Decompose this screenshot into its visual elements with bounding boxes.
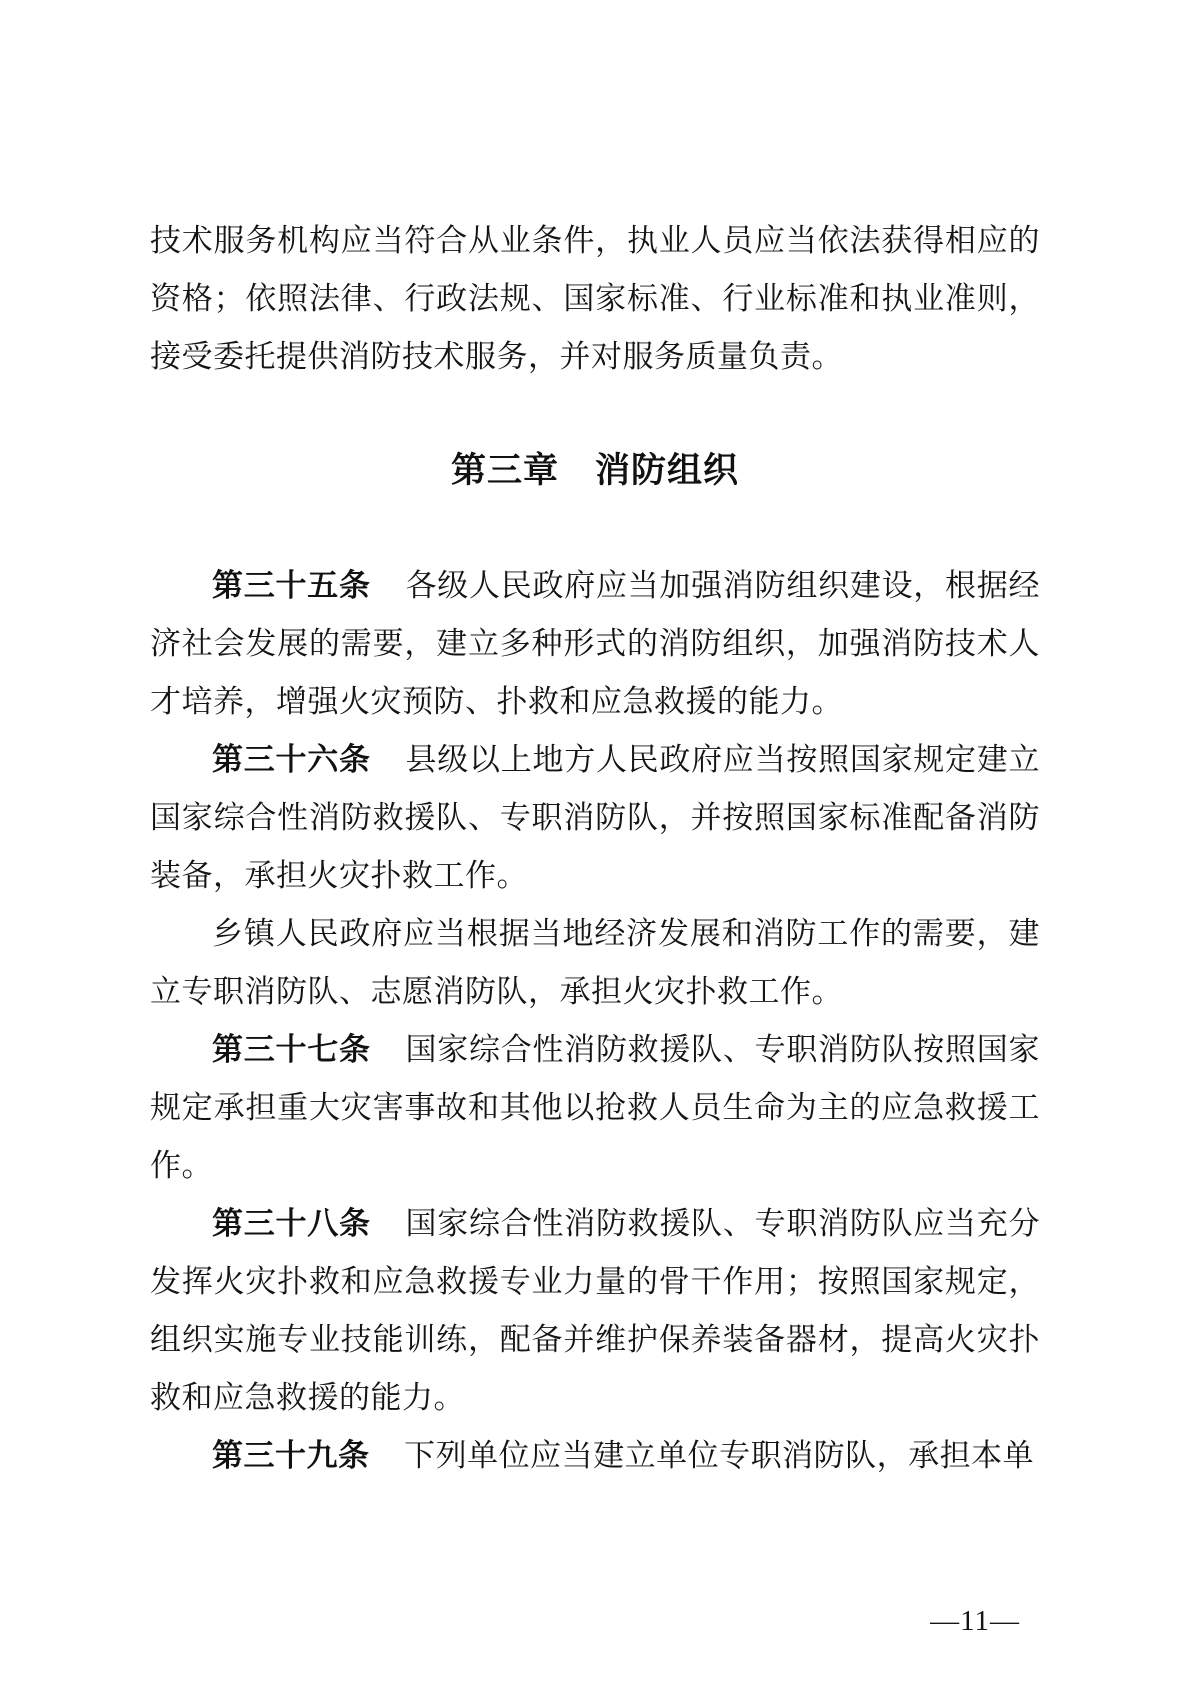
article-text: 乡镇人民政府应当根据当地经济发展和消防工作的需要，建立专职消防队、志愿消防队，承担火灾扑救工作。 xyxy=(150,916,1040,1009)
document-body xyxy=(150,212,1040,1485)
article-text: 各级人民政府应当加强消防组织建设，根据经济社会发展的需要，建立多种形式的消防组织，加强消防技术人才培养，增强火灾预防、扑救和应急救援的能力。 xyxy=(150,568,1041,719)
article-paragraph xyxy=(150,557,1040,731)
chapter-heading: 第三章 消防组织 xyxy=(450,451,739,490)
article-text: 县级以上地方人民政府应当按照国家规定建立国家综合性消防救援队、专职消防队，并按照国家标准配备消防装备，承担火灾扑救工作。 xyxy=(150,742,1041,893)
article-text: 国家综合性消防救援队、专职消防队按照国家规定承担重大灾害事故和其他以抢救人员生命为主的应急救援工作。 xyxy=(150,1032,1041,1183)
article-text: 下列单位应当建立单位专职消防队，承担本单 xyxy=(404,1438,1035,1473)
intro-paragraph-text: 技术服务机构应当符合从业条件，执业人员应当依法获得相应的资格；依照法律、行政法规、国家标准、行业标准和执业准则，接受委托提供消防技术服务，并对服务质量负责。 xyxy=(150,223,1040,374)
article-paragraph xyxy=(150,905,1040,1021)
article-text: 国家综合性消防救援队、专职消防队应当充分发挥火灾扑救和应急救援专业力量的骨干作用；按照国家规定，组织实施专业技能训练，配备并维护保养装备器材，提高火灾扑救和应急救援的能力。 xyxy=(150,1206,1041,1415)
article-paragraph xyxy=(150,1427,1040,1485)
article-number: 第三十八条 xyxy=(212,1206,371,1241)
intro-paragraph xyxy=(150,212,1040,386)
article-paragraph xyxy=(150,1195,1040,1427)
article-paragraph xyxy=(150,1021,1040,1195)
article-number: 第三十七条 xyxy=(212,1032,371,1067)
page-number: —11— xyxy=(930,1605,1020,1637)
article-number: 第三十五条 xyxy=(212,568,371,603)
article-paragraph xyxy=(150,731,1040,905)
article-number: 第三十九条 xyxy=(212,1438,370,1473)
article-number: 第三十六条 xyxy=(212,742,371,777)
